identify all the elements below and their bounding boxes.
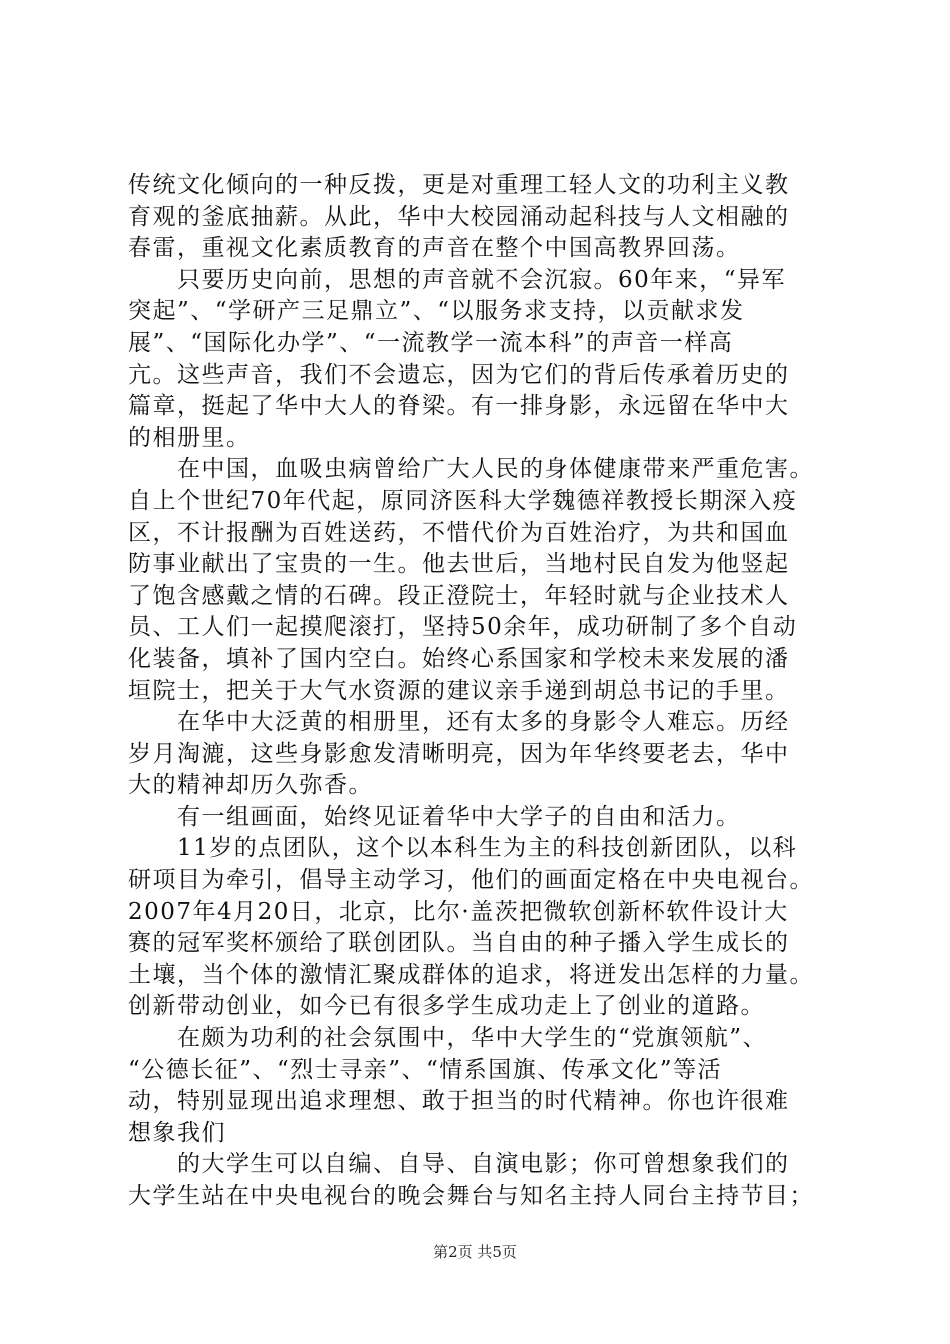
text-line: 的相册里。: [128, 424, 251, 451]
text-line: “公德长征”、“烈士寻亲”、“情系国旗、传承文化”等活: [128, 1056, 723, 1083]
text-line: 2007年4月20日，北京，比尔·盖茨把微软创新杯软件设计大: [128, 898, 789, 925]
text-line: 想象我们: [128, 1119, 226, 1146]
text-line: 在华中大泛黄的相册里，还有太多的身影令人难忘。历经: [128, 709, 790, 736]
text-line: 春雷，重视文化素质教育的声音在整个中国高教界回荡。: [128, 235, 741, 262]
text-line: 防事业献出了宝贵的一生。他去世后，当地村民自发为他竖起: [128, 551, 790, 578]
text-line: 在颇为功利的社会氛围中，华中大学生的“党旗领航”、: [128, 1025, 768, 1052]
text-line: 员、工人们一起摸爬滚打，坚持50余年，成功研制了多个自动: [128, 614, 798, 641]
text-line: 育观的釜底抽薪。从此，华中大校园涌动起科技与人文相融的: [128, 203, 790, 230]
text-line: 有一组画面，始终见证着华中大学子的自由和活力。: [128, 803, 741, 830]
text-line: 篇章，挺起了华中大人的脊梁。有一排身影，永远留在华中大: [128, 393, 790, 420]
text-line: 动，特别显现出追求理想、敢于担当的时代精神。你也许很难: [128, 1088, 790, 1115]
text-line: 土壤，当个体的激情汇聚成群体的追求，将迸发出怎样的力量。: [128, 961, 814, 988]
text-line: 自上个世纪70年代起，原同济医科大学魏德祥教授长期深入疫: [128, 487, 798, 514]
text-line: 了饱含感戴之情的石碑。段正澄院士，年轻时就与企业技术人: [128, 582, 790, 609]
text-line: 化装备，填补了国内空白。始终心系国家和学校未来发展的潘: [128, 645, 790, 672]
text-line: 大学生站在中央电视台的晚会舞台与知名主持人同台主持节目；: [128, 1183, 814, 1209]
text-line: 在中国，血吸虫病曾给广大人民的身体健康带来严重危害。: [128, 456, 814, 483]
text-line: 研项目为牵引，倡导主动学习，他们的画面定格在中央电视台。: [128, 867, 814, 894]
text-line: 展”、“国际化办学”、“一流教学一流本科”的声音一样高: [128, 329, 734, 356]
text-line: 传统文化倾向的一种反拨，更是对重理工轻人文的功利主义教: [128, 172, 790, 198]
text-line: 突起”、“学研产三足鼎立”、“以服务求支持，以贡献求发: [128, 298, 745, 325]
text-line: 只要历史向前，思想的声音就不会沉寂。60年来，“异军: [128, 266, 787, 293]
text-line: 大的精神却历久弥香。: [128, 772, 373, 799]
text-line: 亢。这些声音，我们不会遗忘，因为它们的背后传承着历史的: [128, 361, 790, 388]
text-line: 创新带动创业，如今已有很多学生成功走上了创业的道路。: [128, 993, 765, 1020]
body-text: [128, 170, 828, 1213]
text-line: 的大学生可以自编、自导、自演电影；你可曾想象我们的: [128, 1151, 790, 1178]
text-line: 岁月淘漉，这些身影愈发清晰明亮，因为年华终要老去，华中: [128, 740, 790, 767]
text-line: 垣院士，把关于大气水资源的建议亲手递到胡总书记的手里。: [128, 677, 790, 704]
text-line: 区，不计报酬为百姓送药，不惜代价为百姓治疗，为共和国血: [128, 519, 790, 546]
text-line: 赛的冠军奖杯颁给了联创团队。当自由的种子播入学生成长的: [128, 930, 790, 957]
text-line: 11岁的点团队，这个以本科生为主的科技创新团队，以科: [128, 835, 798, 862]
page-footer: 第2页 共5页: [433, 1243, 517, 1261]
